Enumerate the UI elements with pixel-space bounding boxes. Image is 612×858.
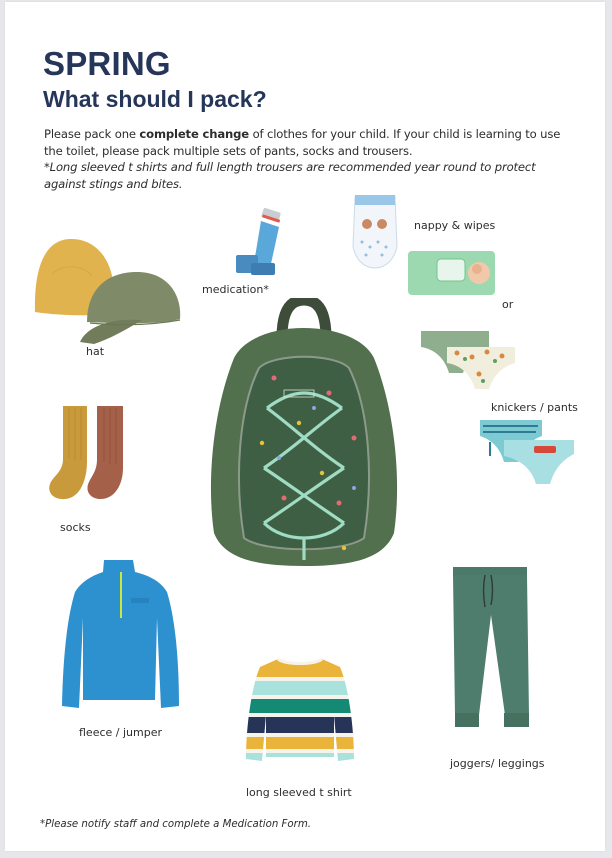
underwear-icon bbox=[417, 329, 517, 394]
joggers-label: joggers/ leggings bbox=[450, 757, 545, 770]
page-title: SPRING bbox=[43, 45, 171, 82]
briefs-icon bbox=[478, 418, 578, 488]
backpack-icon bbox=[204, 298, 404, 573]
packing-list-sheet bbox=[5, 2, 605, 851]
hat-icon bbox=[32, 234, 187, 349]
tshirt-icon bbox=[244, 655, 356, 765]
medication-footnote: *Please notify staff and complete a Medication Form. bbox=[40, 819, 311, 830]
intro-paragraph bbox=[44, 126, 564, 192]
joggers-icon bbox=[451, 565, 531, 733]
socks-icon bbox=[47, 404, 135, 502]
intro-text-before: Please pack one bbox=[44, 127, 140, 141]
tshirt-label: long sleeved t shirt bbox=[246, 786, 352, 799]
inhaler-icon bbox=[233, 207, 293, 279]
hat-label: hat bbox=[86, 345, 105, 358]
page-subtitle: What should I pack? bbox=[43, 86, 267, 112]
socks-label: socks bbox=[60, 521, 91, 534]
knickers-label: knickers / pants bbox=[491, 401, 578, 414]
wipes-icon bbox=[407, 249, 497, 297]
intro-text-after: of clothes for your child. If your child is learning to use the toilet, please pack multiple sets of pants, socks and trousers. bbox=[44, 127, 561, 158]
nappy-icon bbox=[350, 192, 400, 270]
fleece-icon bbox=[61, 558, 181, 712]
intro-note: *Long sleeved t shirts and full length trousers are recommended year round to protect against stings and bites. bbox=[44, 160, 536, 191]
intro-emphasis: complete change bbox=[139, 127, 250, 141]
nappy-wipes-label: nappy & wipes bbox=[414, 219, 496, 232]
or-label: or bbox=[502, 298, 514, 311]
fleece-label: fleece / jumper bbox=[79, 726, 162, 739]
medication-label: medication* bbox=[202, 283, 269, 296]
